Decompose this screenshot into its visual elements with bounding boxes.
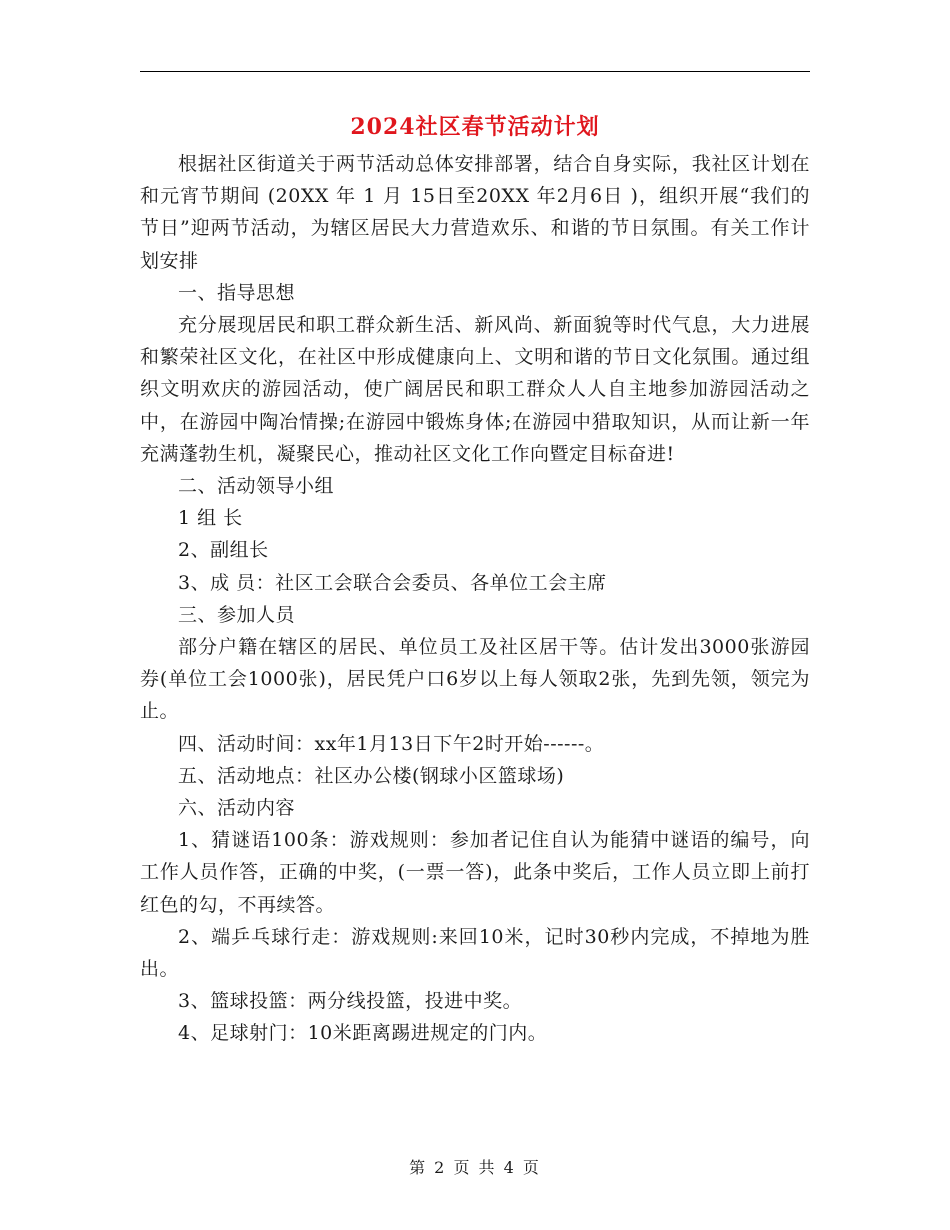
paragraph-intro: 根据社区街道关于两节活动总体安排部署，结合自身实际，我社区计划在和元宵节期间 (20XX 年 1 月 15日至20XX 年2月6日 )，组织开展“我们的节日”迎两节活动，为辖区居民大力营造欢乐、和谐的节日氛围。有关工作计划安排 — [140, 153, 810, 272]
paragraph-activity-time: 四、活动时间：xx年1月13日下午2时开始------。 — [178, 732, 605, 755]
list-item-basketball: 3、篮球投篮：两分线投篮，投进中奖。 — [178, 990, 523, 1013]
list-item-members: 3、成 员：社区工会联合会委员、各单位工会主席 — [178, 571, 607, 594]
header-rule — [140, 71, 810, 72]
list-item-pingpong-walk: 2、端乒乓球行走：游戏规则:来回10米，记时30秒内完成，不掉地为胜出。 — [140, 925, 810, 981]
heading-leadership-group: 二、活动领导小组 — [178, 475, 335, 498]
heading-participants: 三、参加人员 — [178, 603, 296, 626]
document-title: 2024社区春节活动计划 — [350, 114, 600, 140]
list-item-group-leader: 1 组 长 — [178, 507, 243, 530]
page-number: 第 2 页 共 4 页 — [409, 1158, 541, 1177]
document-body — [140, 148, 810, 1050]
paragraph-participants: 部分户籍在辖区的居民、单位员工及社区居干等。估计发出3000张游园券(单位工会1000张)，居民凭户口6岁以上每人领取2张，先到先领，领完为止。 — [140, 636, 810, 723]
list-item-riddles: 1、猜谜语100条：游戏规则：参加者记住自认为能猜中谜语的编号，向工作人员作答，正确的中奖，(一票一答)，此条中奖后，工作人员立即上前打红色的勾，不再续答。 — [140, 829, 810, 916]
list-item-deputy-leader: 2、副组长 — [178, 539, 269, 562]
heading-guiding-thought: 一、指导思想 — [178, 281, 296, 304]
heading-activity-content: 六、活动内容 — [178, 797, 296, 820]
list-item-football: 4、足球射门：10米距离踢进规定的门内。 — [178, 1022, 548, 1045]
paragraph-activity-location: 五、活动地点：社区办公楼(钢球小区篮球场) — [178, 764, 565, 787]
paragraph-guiding-thought: 充分展现居民和职工群众新生活、新风尚、新面貌等时代气息，大力进展和繁荣社区文化，在社区中形成健康向上、文明和谐的节日文化氛围。通过组织文明欢庆的游园活动，使广阔居民和职工群众人人自主地参加游园活动之中，在游园中陶冶情操;在游园中锻炼身体;在游园中猎取知识，从而让新一年充满蓬勃生机，凝聚民心，推动社区文化工作向暨定目标奋进! — [140, 314, 810, 465]
